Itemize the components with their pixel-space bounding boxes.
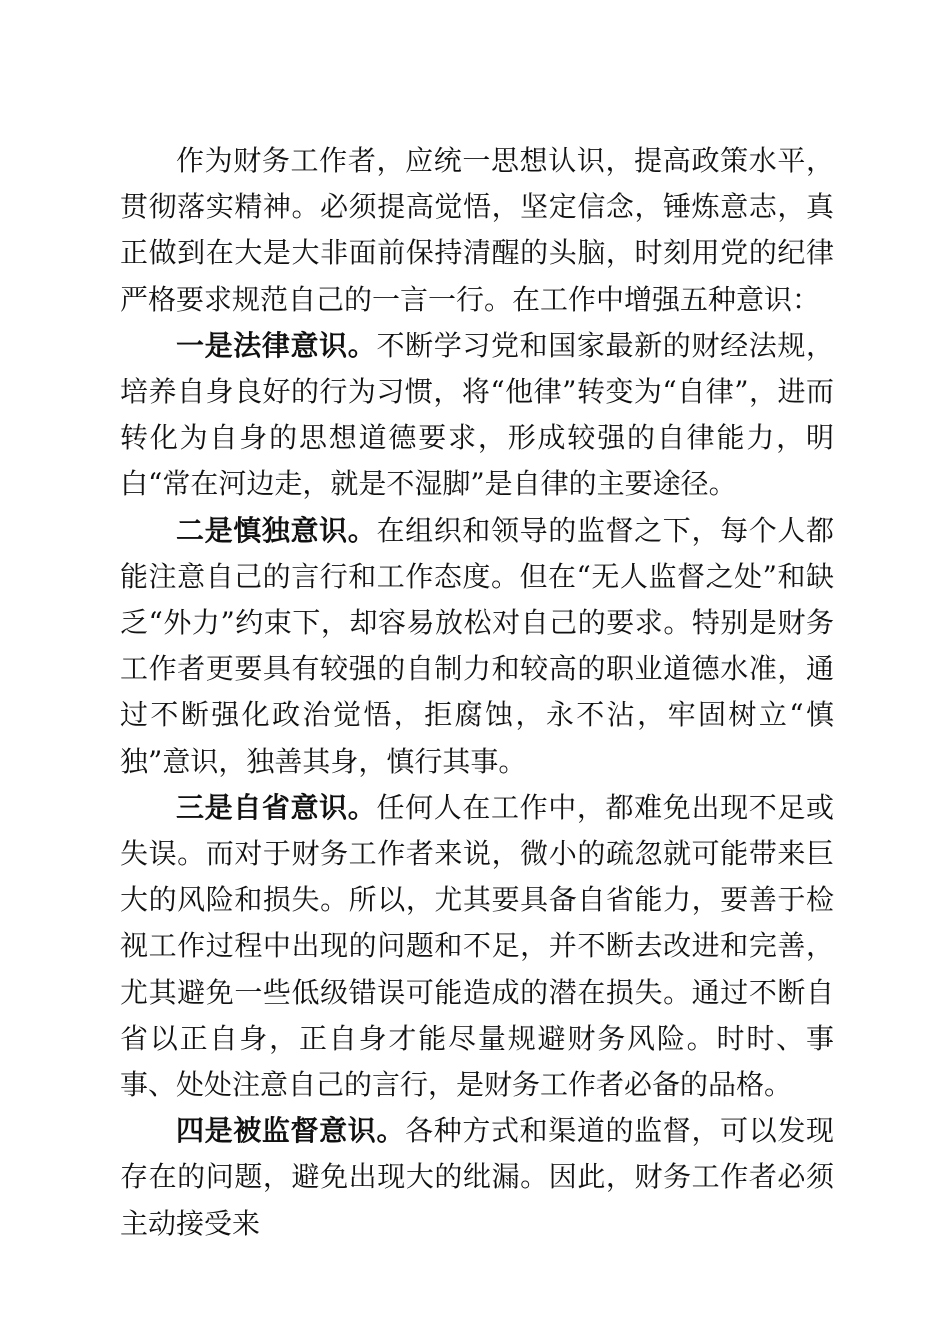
intro-text: 作为财务工作者，应统一思想认识，提高政策水平，贯彻落实精神。必须提高觉悟，坚定信念，锤炼意志，真正做到在大是大非面前保持清醒的头脑，时刻用党的纪律严格要求规范自己的一言一行。在工作中增强五种意识： <box>120 144 834 316</box>
self-reflection-paragraph <box>120 785 834 1108</box>
law-awareness-paragraph <box>120 323 834 508</box>
supervision-paragraph <box>120 1108 834 1247</box>
supervision-heading: 四是被监督意识。 <box>176 1114 406 1148</box>
document-body <box>120 138 834 1247</box>
intro-paragraph <box>120 138 834 323</box>
self-reflection-heading: 三是自省意识。 <box>176 790 377 824</box>
law-awareness-heading: 一是法律意识。 <box>176 328 377 362</box>
self-discipline-text: 在组织和领导的监督之下，每个人都能注意自己的言行和工作态度。但在“无人监督之处”和缺乏“外力”约束下，却容易放松对自己的要求。特别是财务工作者更要具有较强的自制力和较高的职业道德水准，通过不断强化政治觉悟，拒腐蚀，永不沾，牢固树立“慎独”意识，独善其身，慎行其事。 <box>120 513 834 778</box>
supervision-text: 各种方式和渠道的监督，可以发现存在的问题，避免出现大的纰漏。因此，财务工作者必须主动接受来 <box>120 1114 834 1240</box>
self-discipline-heading: 二是慎独意识。 <box>176 513 377 547</box>
self-reflection-text: 任何人在工作中，都难免出现不足或失误。而对于财务工作者来说，微小的疏忽就可能带来巨大的风险和损失。所以，尤其要具备自省能力，要善于检视工作过程中出现的问题和不足，并不断去改进和完善，尤其避免一些低级错误可能造成的潜在损失。通过不断自省以正自身，正自身才能尽量规避财务风险。时时、事事、处处注意自己的言行，是财务工作者必备的品格。 <box>120 790 834 1102</box>
self-discipline-paragraph <box>120 508 834 785</box>
law-awareness-text: 不断学习党和国家最新的财经法规，培养自身良好的行为习惯，将“他律”转变为“自律”，进而转化为自身的思想道德要求，形成较强的自律能力，明白“常在河边走，就是不湿脚”是自律的主要途径。 <box>120 328 834 501</box>
